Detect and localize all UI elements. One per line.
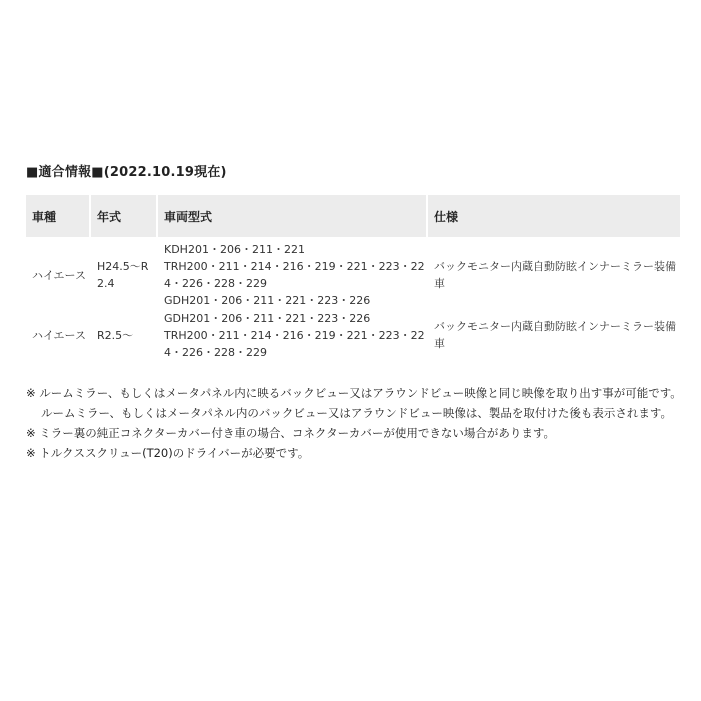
header-spec: 仕様 — [428, 195, 680, 237]
cell-spec: バックモニター内蔵自動防眩インナーミラー装備車 — [434, 260, 676, 290]
compatibility-table — [26, 195, 680, 361]
cell-year: R2.5～ — [97, 328, 134, 342]
note-item: ルームミラー、もしくはメータパネル内のバックビュー又はアラウンドビュー映像は、製品を取付けた後も表示されます。 — [41, 406, 672, 420]
cell-spec: バックモニター内蔵自動防眩インナーミラー装備車 — [434, 320, 676, 350]
cell-model: ハイエース — [32, 268, 87, 282]
compatibility-section — [26, 163, 680, 463]
code-line: GDH201・206・211・221・223・226 — [164, 294, 371, 307]
section-heading: ■適合情報■(2022.10.19現在) — [26, 165, 227, 180]
note-item: ※ ミラー裏の純正コネクターカバー付き車の場合、コネクターカバーが使用できない場合があります。 — [26, 426, 555, 440]
code-line: GDH201・206・211・221・223・226 — [164, 311, 371, 325]
cell-vehicle-code — [158, 309, 428, 361]
note-item: ※ ルームミラー、もしくはメータパネル内に映るバックビュー又はアラウンドビュー映像と同じ映像を取り出す事が可能です。 — [26, 386, 682, 400]
code-line: KDH201・206・211・221 — [164, 243, 305, 256]
cell-model: ハイエース — [32, 328, 87, 342]
header-model: 車種 — [26, 195, 91, 237]
table-row — [26, 309, 680, 361]
header-vehicle-code: 車両型式 — [158, 195, 428, 237]
notes-list — [26, 383, 686, 463]
table-header-row — [26, 195, 680, 237]
cell-vehicle-code — [158, 237, 428, 309]
code-line: TRH200・211・214・216・219・221・223・224・226・228・229 — [164, 260, 425, 290]
code-line: TRH200・211・214・216・219・221・223・224・226・228・229 — [164, 328, 425, 359]
header-year: 年式 — [91, 195, 158, 237]
table-row — [26, 237, 680, 309]
cell-year: H24.5～R2.4 — [97, 260, 149, 290]
note-item: ※ トルクススクリュー(T20)のドライバーが必要です。 — [26, 446, 310, 460]
